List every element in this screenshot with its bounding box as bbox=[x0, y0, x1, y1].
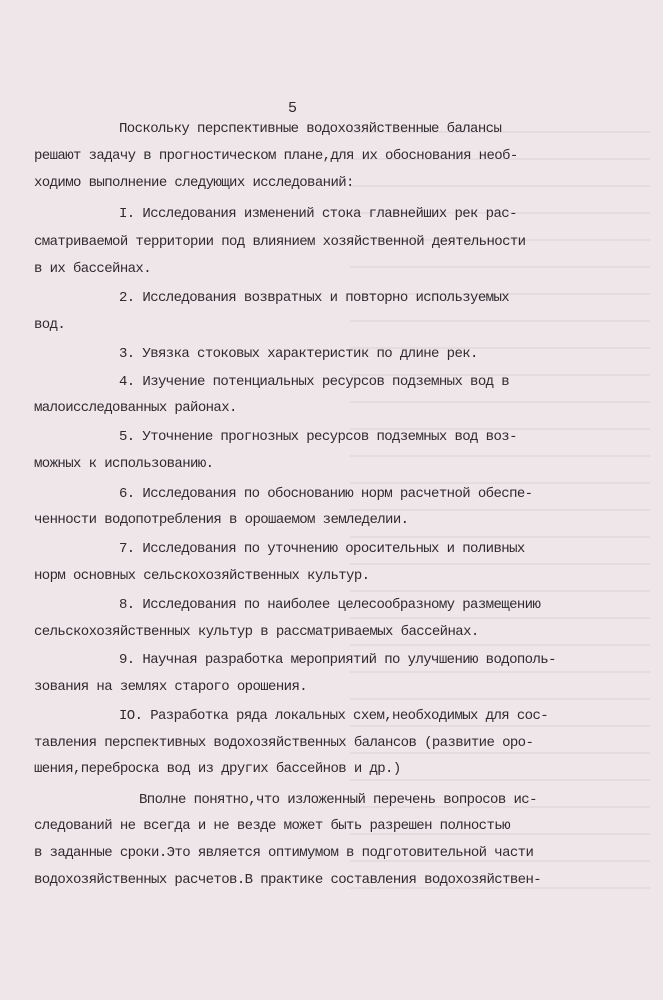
list-item-5-line: 5. Уточнение прогнозных ресурсов подземных вод воз- bbox=[119, 429, 517, 445]
list-item-2-line: вод. bbox=[34, 317, 66, 333]
list-item-4-line: 4. Изучение потенциальных ресурсов подземных вод в bbox=[119, 374, 510, 390]
list-item-7-line: норм основных сельскохозяйственных культур. bbox=[34, 568, 370, 584]
list-item-6-line: 6. Исследования по обоснованию норм расчетной обеспе- bbox=[119, 486, 533, 502]
list-item-9-line: зования на землях старого орошения. bbox=[34, 679, 308, 695]
list-item-1-line: в их бассейнах. bbox=[34, 261, 152, 277]
list-item-4-line: малоисследованных районах. bbox=[34, 400, 237, 416]
list-item-1-line: I. Исследования изменений стока главнейших рек рас- bbox=[119, 206, 517, 222]
text-line: следований не всегда и не везде может быть разрешен полностью bbox=[34, 818, 510, 834]
list-item-10-line: тавления перспективных водохозяйственных балансов (развитие оро- bbox=[34, 735, 534, 751]
list-item-10-line: шения,переброска вод из других бассейнов и др.) bbox=[34, 761, 401, 777]
list-item-6-line: ченности водопотребления в орошаемом земледелии. bbox=[34, 512, 409, 528]
text-line: водохозяйственных расчетов.В практике составления водохозяйствен- bbox=[34, 872, 542, 888]
list-item-7-line: 7. Исследования по уточнению оросительных и поливных bbox=[119, 541, 525, 557]
list-item-8-line: сельскохозяйственных культур в рассматриваемых бассейнах. bbox=[34, 624, 479, 640]
list-item-8-line: 8. Исследования по наиболее целесообразному размещению bbox=[119, 597, 541, 613]
page-number: 5 bbox=[288, 100, 298, 117]
text-line: Поскольку перспективные водохозяйственные балансы bbox=[119, 121, 502, 137]
text-line: решают задачу в прогностическом плане,для их обоснования необ- bbox=[34, 148, 518, 164]
list-item-9-line: 9. Научная разработка мероприятий по улучшению водополь- bbox=[119, 652, 556, 668]
text-line: ходимо выполнение следующих исследований: bbox=[34, 175, 354, 191]
list-item-5-line: можных к использованию. bbox=[34, 456, 214, 472]
list-item-10-line: IO. Разработка ряда локальных схем,необходимых для сос- bbox=[119, 708, 549, 724]
list-item-2-line: 2. Исследования возвратных и повторно используемых bbox=[119, 290, 510, 306]
text-line: в заданные сроки.Это является оптимумом в подготовительной части bbox=[34, 845, 534, 861]
list-item-3-line: 3. Увязка стоковых характеристик по длине рек. bbox=[119, 346, 478, 362]
text-line: Вполне понятно,что изложенный перечень вопросов ис- bbox=[139, 792, 537, 808]
list-item-1-line: сматриваемой территории под влиянием хозяйственной деятельности bbox=[34, 234, 526, 250]
